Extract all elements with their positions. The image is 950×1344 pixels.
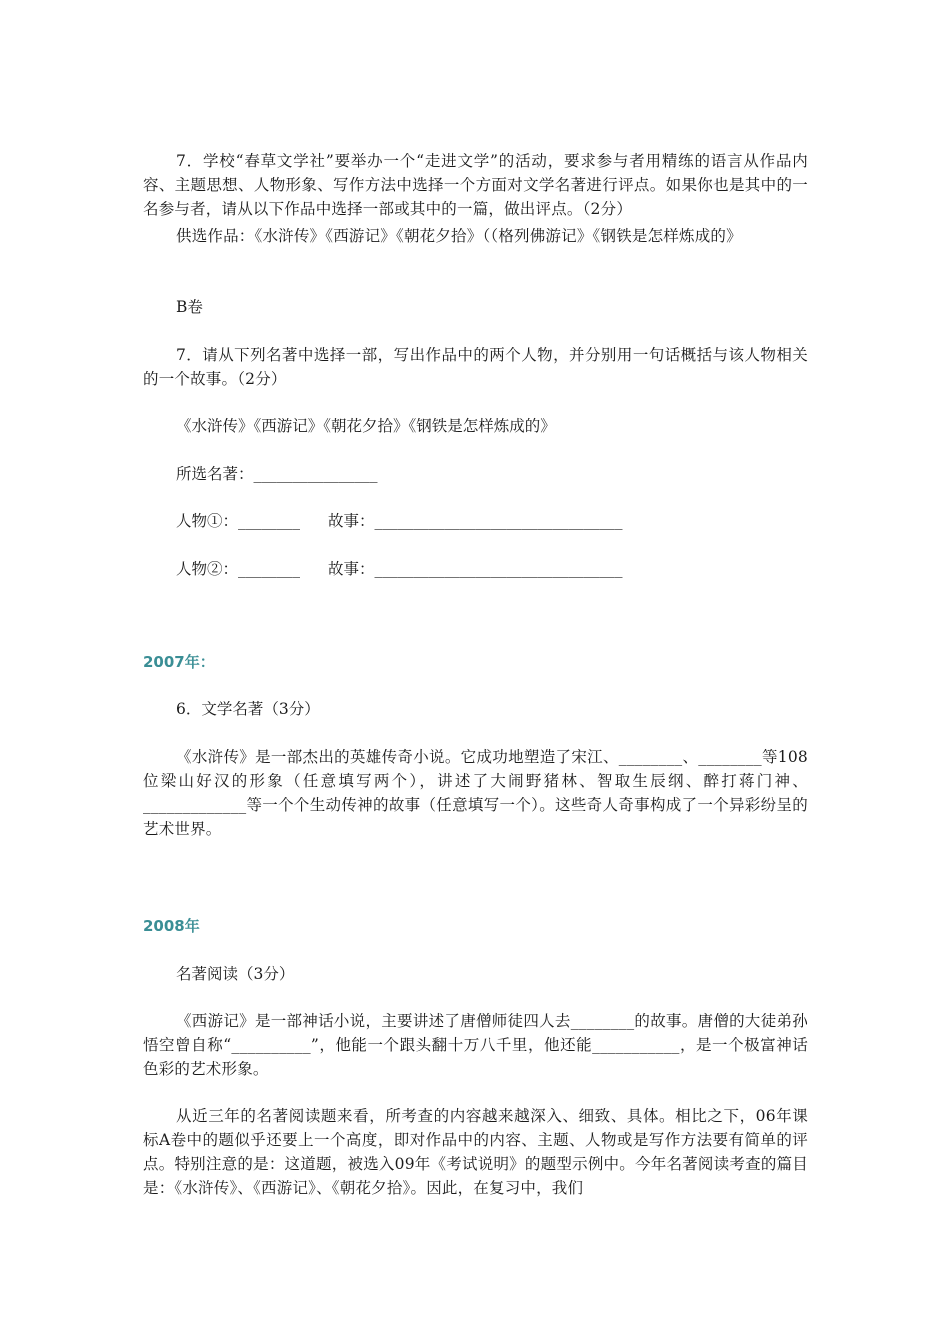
- person-2-row: [176, 557, 623, 581]
- question-6-title: 6．文学名著（3分）: [176, 700, 320, 718]
- person-1-story-field: 故事：________________________________: [328, 512, 623, 530]
- question-7-activity: 7．学校“春草文学社”要举办一个“走进文学”的活动，要求参与者用精练的语言从作品内容、主题思想、人物形象、写作方法中选择一个方面对文学名著进行评点。如果你也是其中的一名参与者，请从以下作品中选择一部或其中的一篇，做出评点。（2分）: [143, 152, 808, 218]
- person-2-story-field: 故事：________________________________: [328, 560, 623, 578]
- section-b-works-list: 《水浒传》《西游记》《朝花夕拾》《钢铁是怎样炼成的》: [176, 417, 556, 435]
- person-1-row: [176, 509, 623, 533]
- person-1-field: 人物①：________: [176, 512, 301, 530]
- question-7-works-list: 供选作品：《水浒传》《西游记》《朝花夕拾》（（格列佛游记》《钢铁是怎样炼成的》: [176, 227, 742, 245]
- selected-work-field: 所选名著：________________: [176, 465, 378, 483]
- year-2007-heading: 2007年：: [143, 653, 215, 671]
- reading-question-body: 《西游记》是一部神话小说，主要讲述了唐僧师徒四人去________的故事。唐僧的大徒弟孙悟空曾自称“__________”，他能一个跟头翻十万八千里，他还能___________，是一个极富神话色彩的艺术形象。: [143, 1012, 808, 1078]
- year-2008-heading: 2008年: [143, 917, 200, 935]
- section-b-label: B卷: [176, 298, 203, 316]
- person-2-field: 人物②：________: [176, 560, 301, 578]
- analysis-paragraph: 从近三年的名著阅读题来看，所考查的内容越来越深入、细致、具体。相比之下，06年课标A卷中的题似乎还要上一个高度，即对作品中的内容、主题、人物或是写作方法要有简单的评点。特别注意的是：这道题，被选入09年《考试说明》的题型示例中。今年名著阅读考查的篇目是：《水浒传》、《西游记》、《朝花夕拾》。因此，在复习中，我们: [143, 1107, 808, 1197]
- section-b-question-7: 7．请从下列名著中选择一部，写出作品中的两个人物，并分别用一句话概括与该人物相关的一个故事。（2分）: [143, 346, 808, 388]
- reading-question-title: 名著阅读（3分）: [176, 965, 295, 983]
- question-6-body: 《水浒传》是一部杰出的英雄传奇小说。它成功地塑造了宋江、________、________等108位梁山好汉的形象（任意填写两个），讲述了大闹野猪林、智取生辰纲、醉打蒋门神、_____________等一个个生动传神的故事（任意填写一个）。这些奇人奇事构成了一个异彩纷呈的艺术世界。: [143, 748, 808, 838]
